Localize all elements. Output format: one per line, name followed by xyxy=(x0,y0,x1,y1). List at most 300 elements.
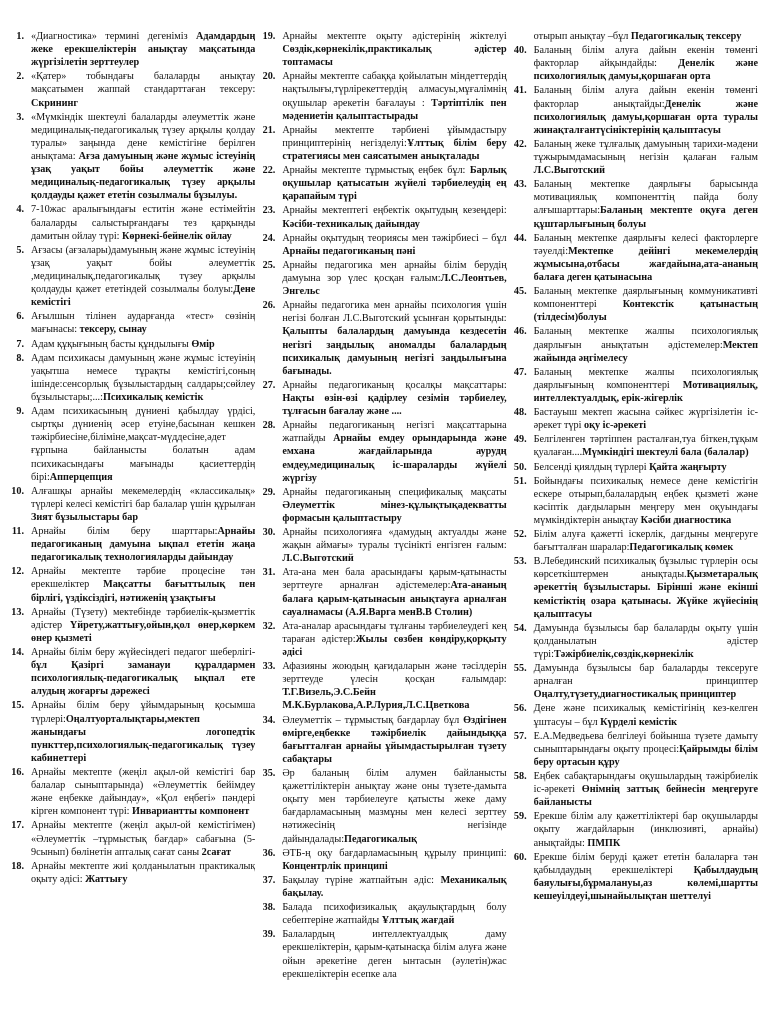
list-item xyxy=(8,485,255,524)
item-text xyxy=(534,662,758,701)
list-item xyxy=(259,259,506,298)
item-number: 43. xyxy=(513,179,527,191)
item-text xyxy=(282,204,506,230)
question-text: Арнайы мектепте сабаққа қойылатын міндеттердің нақтылығы,түрлірекеттердің алмасуы,мұғалімнің оқушылар әрекетін бағалауы : xyxy=(282,71,507,109)
item-number: 50. xyxy=(513,461,527,473)
item-text xyxy=(31,485,255,524)
answer-text: Өнімнің заттық бейнесін меңгеруге байланысты xyxy=(533,784,758,809)
question-text: Ағылшын тілінен аударғанда «тест» сөзінің мағынасы: xyxy=(31,311,256,336)
item-text xyxy=(534,770,758,809)
list-item xyxy=(259,299,506,378)
list-item xyxy=(511,285,758,324)
item-text xyxy=(31,525,255,564)
question-text: Белсенді қиялдың түрлері xyxy=(533,461,650,473)
item-number: 23. xyxy=(262,205,276,217)
item-text xyxy=(534,851,758,903)
answer-text: Өмір xyxy=(191,338,215,350)
item-text xyxy=(534,555,758,621)
item-text xyxy=(31,405,255,484)
item-text xyxy=(31,244,255,310)
answer-text: Педагогикалық xyxy=(344,833,418,845)
list-item xyxy=(511,366,758,405)
item-number: 1. xyxy=(16,31,24,42)
question-text: Адам құқығының басты құндылығы xyxy=(31,338,192,350)
list-item xyxy=(511,138,758,177)
item-number: 22. xyxy=(262,165,276,177)
item-number: 14. xyxy=(11,647,24,659)
list-item xyxy=(259,164,506,203)
question-text: Арнайы педагогика мен арнайы білім берудің дамуына зор үлес қосқан ғалым: xyxy=(282,259,507,284)
answer-text: Педагогикалық тексеру xyxy=(630,31,742,42)
list-item xyxy=(259,928,506,980)
question-list xyxy=(8,30,255,886)
list-item xyxy=(511,622,758,661)
item-text xyxy=(534,30,758,43)
list-item xyxy=(8,646,255,698)
item-text xyxy=(282,526,506,565)
item-text xyxy=(282,874,506,900)
answer-text: Жаттығу xyxy=(85,873,128,885)
item-number: 48. xyxy=(513,407,527,419)
answer-text: Ұлттық жағдай xyxy=(381,915,455,927)
answer-text: Дене кемістігі xyxy=(31,284,256,309)
question-text: Арнайы мектепте оқыту әдістерінің жіктелуі xyxy=(282,31,507,42)
item-number xyxy=(511,30,534,43)
list-item xyxy=(8,565,255,604)
item-text xyxy=(282,928,506,980)
question-text: Балада психофизикалық ақаулықтардың болу себептеріне жатпайды xyxy=(282,902,507,927)
item-text xyxy=(534,528,758,554)
item-text xyxy=(31,606,255,645)
item-text xyxy=(534,406,758,432)
question-text: Бақылау түріне жатпайтын әдіс: xyxy=(282,874,441,886)
question-text: Дамуында бұзылысы бар балаларды тексеруге арналған принциптер xyxy=(533,663,758,688)
item-text xyxy=(282,70,506,122)
question-text: Арнайы мектепте тұрмыстық еңбек бұл: xyxy=(282,165,470,177)
item-number: 34. xyxy=(262,714,276,726)
item-text xyxy=(282,299,506,378)
question-text: В.Лебединский психикалық бұзылыс түрлерін осы көрсеткіштермен анықтады. xyxy=(533,556,758,581)
answer-text: Мектепке дейінгі мекемелердің жұмысына,отбасы жағдайына,ата-ананың балаға деген қатынасына xyxy=(533,245,758,283)
list-item xyxy=(259,70,506,122)
item-text xyxy=(31,819,255,858)
item-number: 5. xyxy=(16,244,24,256)
question-text: Арнайы мектепте (жеңіл ақыл-ой кемістігі бар балалар сыныптарында) «Әлеуметтік бейімдеу және еңбекке дайындау», «Қол еңбегі» пәндері кірген компонент түрі: xyxy=(31,767,256,818)
answer-text: Оңалтуорталықтары,мектеп жанындағы логопедтік пункттер,психологиялық-педагогикалық түзеу кабинеттері xyxy=(31,713,256,764)
list-item xyxy=(259,204,506,230)
item-number: 24. xyxy=(262,232,276,244)
answer-text: бұл Қазіргі заманауи құралдармен психологиялық-педагогикалық ықпал ете алудың жоғарғы дәрежесі xyxy=(31,660,256,698)
question-text: Ата-аналар арасындағы тұлғаны тәрбиелеудегі кең тараған әдістер: xyxy=(282,620,507,645)
list-item xyxy=(511,475,758,527)
question-text: Ерекше білім алу қажеттіліктері бар оқушыларды оқыту жағдайларын (инклюзивті, арнайы) анықтайды: xyxy=(533,811,758,849)
item-text xyxy=(282,30,506,69)
item-number: 25. xyxy=(262,259,276,271)
answer-text: Баланың мектепте оқуға деген құштарлығының болуы xyxy=(533,205,758,230)
item-number: 29. xyxy=(262,486,276,498)
item-text xyxy=(282,164,506,203)
list-item xyxy=(259,419,506,485)
answer-text: Күрделі кемістік xyxy=(600,716,678,728)
answer-text: Психикалық кемістік xyxy=(102,391,204,403)
item-number: 8. xyxy=(16,352,24,364)
item-number: 20. xyxy=(262,71,276,83)
item-number: 44. xyxy=(513,232,527,244)
item-text xyxy=(534,730,758,769)
question-text: Баланың мектепке даярлығы келесі факторлерге тәуелді: xyxy=(533,232,758,257)
item-number: 31. xyxy=(262,567,276,579)
question-text: Арнайы оқытудың теориясы мен тәжірбиесі – бұл xyxy=(282,232,507,244)
item-number: 3. xyxy=(16,111,24,123)
item-number: 9. xyxy=(16,406,24,418)
answer-text: Мотивациялық, интеллектуалдық, ерік-жігерлік xyxy=(533,379,758,404)
question-text: Адам психикасы дамуының және жұмыс істеуінің уақытша немесе тұрақты кемістігі,соның ішінде:сенсорлық бұзылыстардың салдары;сөйлеу бұзылыстары;...: xyxy=(31,352,256,403)
question-text: Дамуында бұзылысы бар балаларды оқыту үшін қолданылатын әдістер түрі: xyxy=(533,622,758,661)
item-number: 27. xyxy=(262,379,276,391)
list-item xyxy=(259,660,506,712)
list-item xyxy=(8,310,255,336)
item-text xyxy=(282,232,506,258)
question-text: Әр баланың білім алумен байланысты қажеттіліктерін анықтау және оны түзете-дамыта оқыту мен тәрбиелеуге қатысты жеке даму бағдарламасының мазмұны мен келесі зерттеу нәтижесінің негізінде дайындалады: xyxy=(282,768,507,845)
answer-text: тексеру, сынау xyxy=(79,324,147,336)
answer-text: Скрининг xyxy=(31,97,78,109)
answer-text: Көрнекі-бейнелік ойлау xyxy=(122,230,232,242)
list-item xyxy=(259,847,506,873)
item-number: 11. xyxy=(11,526,24,538)
item-number: 7. xyxy=(16,338,24,350)
item-text xyxy=(282,124,506,163)
item-number: 26. xyxy=(262,300,276,312)
item-number: 54. xyxy=(513,622,527,634)
item-number: 15. xyxy=(11,700,24,712)
item-number: 47. xyxy=(513,366,527,378)
list-item xyxy=(259,767,506,846)
question-text: Бойындағы психикалық немесе дене кемістігін ескере отырып,балалардың еңбек қызметі және кәсіптік дағдыларын меңгеру мен оқуындағы мүмкіндіктерін анықтау xyxy=(533,475,758,526)
item-number: 45. xyxy=(513,286,527,298)
answer-text: Сөздік,көрнекілік,практикалық әдістер топтамасы xyxy=(282,44,507,69)
answer-text: Апперцепция xyxy=(49,471,113,483)
question-text: Арнайы білім беру жүйесіндегі педагог шеберлігі- xyxy=(31,647,256,659)
question-text: Бастауыш мектеп жасына сәйкес жүргізілетін іс-әрекет түрі xyxy=(533,407,758,432)
question-text: Баланың мектепке даярлығы барысында мотивациялық компоненттің пайда болу алғышарттары: xyxy=(533,179,758,217)
list-item xyxy=(259,901,506,927)
list-item xyxy=(511,325,758,364)
item-number: 21. xyxy=(262,124,276,136)
answer-text: Л.С.Выготский xyxy=(282,553,354,565)
list-item xyxy=(511,770,758,809)
item-text xyxy=(534,702,758,728)
question-text: «Мүмкіндік шектеулі балаларды әлеуметтік және медициналық-педагогикалық түзеу арқылы қолдау туралы» заңында дене кемістігіне берілген анықтама: xyxy=(31,111,256,162)
item-text xyxy=(282,620,506,659)
item-number: 17. xyxy=(11,820,24,832)
question-text: Арнайы білім беру шарттары: xyxy=(31,526,218,538)
question-text: Баланың мектепке даярлығының коммуникативті компоненттері xyxy=(533,286,758,311)
item-text xyxy=(282,901,506,927)
item-text xyxy=(31,30,255,69)
item-text xyxy=(534,325,758,364)
answer-text: Кәсіби-техникалық дайындау xyxy=(282,218,420,230)
list-item xyxy=(259,566,506,618)
list-item xyxy=(259,232,506,258)
item-text xyxy=(282,486,506,525)
question-text: Білім алуға қажетті іскерлік, дағдыны меңгеруге бағытталған шаралар: xyxy=(533,529,758,554)
list-item xyxy=(8,30,255,69)
item-text xyxy=(31,310,255,336)
answer-text: Қайрымды білім беру ортасын құру xyxy=(533,743,758,768)
item-text xyxy=(534,44,758,83)
list-item xyxy=(8,766,255,818)
list-item xyxy=(8,699,255,765)
item-number: 6. xyxy=(16,311,24,323)
question-text: Е.А.Медведьева белгілеуі бойынша түзете дамыту сыныптарындағы оқыту процесі: xyxy=(533,730,758,755)
item-number: 2. xyxy=(16,71,24,83)
list-item xyxy=(8,352,255,404)
item-text xyxy=(31,111,255,203)
question-text: Арнайы педагогиканың негізгі мақсаттарына жатпайды xyxy=(282,420,507,445)
answer-text: Зият бұзылыстары бар xyxy=(31,511,138,523)
item-text xyxy=(282,767,506,846)
answer-text: оқу іс-әрекеті xyxy=(584,420,647,432)
item-text xyxy=(31,646,255,698)
item-text xyxy=(534,366,758,405)
item-number: 46. xyxy=(513,326,527,338)
list-item xyxy=(8,405,255,484)
list-item xyxy=(8,860,255,886)
answer-text: Контекстік қатынастың (тілдесім)болуы xyxy=(533,299,758,324)
item-number: 49. xyxy=(513,434,527,446)
list-item xyxy=(259,526,506,565)
item-number: 19. xyxy=(262,31,276,42)
list-item xyxy=(259,124,506,163)
list-item xyxy=(8,70,255,109)
question-text: Арнайы психологияға «дамудың актуалды және жақын аймағы» туралы түсінікті енгізген ғалым: xyxy=(282,527,507,552)
item-number: 52. xyxy=(513,529,527,541)
answer-text: Қызметаралық әрекеттің бұзылыстары. Бірінші және екінші кемістіктің озара қатынасы. Жүйке жүйесінің қалыптасуы xyxy=(533,569,758,620)
list-item xyxy=(511,30,758,43)
list-item xyxy=(511,528,758,554)
answer-text: Әлеуметтік мінез-құлықтықадекватты формасын қалыптастыру xyxy=(282,499,507,524)
question-text: Еңбек сабақтарындағы оқушылардың тәжірбиелік іс-әрекеті xyxy=(533,771,758,796)
answer-text: Мақсатты бағыттылық пен бірлігі, үздіксіздігі, нәтиженің ұзақтығы xyxy=(31,579,256,604)
answer-text: Жылы сөзбен көндіру,қорқыту әдісі xyxy=(282,633,507,659)
list-item xyxy=(8,244,255,310)
item-text xyxy=(31,699,255,765)
list-item xyxy=(511,232,758,284)
item-number: 30. xyxy=(262,527,276,539)
question-text: ӘТБ-ң оқу бағдарламасының құрылу принципі: xyxy=(282,847,507,859)
item-text xyxy=(534,810,758,849)
item-number: 41. xyxy=(513,85,527,97)
answer-text: Инвариантты компонент xyxy=(132,806,250,818)
question-text: «Диагностика» термині дегеніміз xyxy=(31,31,197,42)
question-text: Арнайы мектептегі еңбектік оқытудың кезеңдері: xyxy=(282,205,507,217)
answer-text: Арнайы емдеу орындарында және емхана жағдайларында аурудң емдеу,медициналық іс-шараларды жүйелі жүргізу xyxy=(282,433,507,484)
item-text xyxy=(282,660,506,712)
list-item xyxy=(511,44,758,83)
list-item xyxy=(511,84,758,136)
answer-text: Тәртіптілік пен мәдениетін қалыптастырады xyxy=(282,97,507,122)
item-number: 38. xyxy=(262,902,276,914)
question-text: Арнайы педагогиканың спецификалық мақсаты xyxy=(282,486,507,498)
question-text: 7-10жас аралығындағы еститін және естімейтін балаларды салыстырғандағы тез қарқынды дамитын ойлау түрі: xyxy=(31,204,256,242)
answer-text: Оңалту,түзету,диагностикалық принциптер xyxy=(533,689,737,701)
list-item xyxy=(511,433,758,459)
answer-text: Ұлттық білім беру стратегиясы мен саясатымен анықталады xyxy=(282,137,507,162)
item-number: 57. xyxy=(513,730,527,742)
item-number: 39. xyxy=(262,929,276,941)
answer-text: ПМПК xyxy=(587,837,621,849)
answer-text: Арнайы педагогиканың дамуына ықпал ететін жаңа педагогикалық технологияларды дайындау xyxy=(31,526,256,564)
item-number: 13. xyxy=(11,606,24,618)
list-item xyxy=(511,406,758,432)
item-text xyxy=(282,259,506,298)
item-text xyxy=(534,285,758,324)
answer-text: Қалыпты балалардың дамуында кездесетін негізгі заңдылық аномалды балалардың психикалық дамуының негізгі заңдылығына бағынады. xyxy=(282,326,507,377)
question-text: Ағзасы (ағзалары)дамуының және жұмыс істеуінің ұзақ уақыт бойы әлеуметтік ,медициналық,педагогикалық түзеу арқылы қолдауды қажет ететіндей созылмалы болуы: xyxy=(31,244,256,296)
answer-text: Ата-ананың балаға қарым-қатынасын анықтауға арналған сауалнамасы (А.Я.Варга менВ.В Столин) xyxy=(282,580,507,618)
answer-text: Нақты өзін-өзі қадірлеу сезімін тәрбиелеу, тұлғасын бағалау және .... xyxy=(282,392,507,418)
question-text: Баланың білім алуға дайын екенін төменгі факторлар айқындайды: xyxy=(533,45,758,70)
item-number: 58. xyxy=(513,771,527,783)
question-text: Әлеуметтік – тұрмыстық бағдарлау бұл xyxy=(282,714,464,726)
item-text xyxy=(31,338,255,351)
question-text: Арнайы білім беру ұйымдарының қосымша түрлері: xyxy=(31,700,256,725)
list-item xyxy=(259,486,506,525)
item-text xyxy=(534,461,758,474)
list-item xyxy=(511,178,758,230)
answer-text: Механикалық бақылау. xyxy=(282,874,507,899)
question-text: Афазияны жоюдың қағидаларын және тәсілдерін зерттеуде үлесін қосқан ғалымдар: xyxy=(282,661,507,686)
question-text: Адам психикасының дүниені қабылдау үрдісі, сыртқы дүниенің әсер етуіне,басынан кешкен тәжірбиесіне,біліміне,мақсат-мүддесіне,әдет ғұрпына байланысты болатын адам психикасындағы мағынады қасиеттердің бірі: xyxy=(31,406,256,483)
item-number: 4. xyxy=(16,204,24,216)
answer-text: Т.Г.Визель,Э.С.Бейн М.К.Бурлакова,А.Р.Лурия,Л.С.Цветкова xyxy=(282,687,470,712)
list-item xyxy=(8,203,255,242)
item-text xyxy=(282,379,506,418)
question-text: Дене және психикалық кемістігінің кез-келген ұштасуы – бұл xyxy=(533,703,758,728)
item-number: 16. xyxy=(11,767,24,779)
question-text: Арнайы мектепте (жеңіл ақыл-ой кемістігімен) «Әлеуметтік –тұрмыстық бағдар» сабағына (5-9сынып) бөлінетін апталық сағат саны xyxy=(31,820,256,858)
list-item xyxy=(8,525,255,564)
list-item xyxy=(8,111,255,203)
question-text: Баланың жеке тұлғалық дамуының тарихи-мәдени тұжырымдамасының негізін қалаған ғалым xyxy=(533,138,758,163)
item-text xyxy=(534,475,758,527)
answer-text: Педагогикалық көмек xyxy=(629,542,734,554)
column-middle xyxy=(259,30,506,1020)
item-number: 53. xyxy=(513,556,527,568)
question-text: Баланың білім алуға дайын екенін төменгі факторлар анықтайды: xyxy=(533,85,758,110)
list-item xyxy=(511,555,758,621)
answer-text: Қайта жаңғырту xyxy=(649,461,727,473)
item-text xyxy=(534,433,758,459)
item-number: 60. xyxy=(513,851,527,863)
question-text: Арнайы (Түзету) мектебінде тәрбиелік-қызметтік әдістер xyxy=(31,606,256,631)
item-number: 28. xyxy=(262,420,276,432)
item-text xyxy=(534,232,758,284)
question-text: «Қатер» тобындағы балаларды анықтау мақсатымен жаппай стандарттаған тексеру: xyxy=(31,71,256,96)
answer-text: Концентрлік принципі xyxy=(282,860,388,872)
item-text xyxy=(31,203,255,242)
item-text xyxy=(31,70,255,109)
answer-text: Ағза дамуының және жұмыс істеуінің ұзақ уақыт бойы әлеуметтік және медициналық-педагогикалық түзеу арқылы қолдауды қажет ететін созылмалы бұзылуы. xyxy=(31,150,256,202)
question-text: Балалардың интеллектуалдық даму ерекшеліктерін, қарым-қатынасқа білім алуға және ойын әрекетіне деген ынтасын (әулетін)жас ерекшеліктерін есепке ала xyxy=(282,929,507,980)
item-number: 10. xyxy=(11,485,24,497)
item-text xyxy=(534,178,758,230)
item-text xyxy=(282,714,506,766)
question-text: Белгіленген тәртіппен расталған,туа біткен,тұқым қуалаған.... xyxy=(533,434,758,459)
answer-text: Денелік және психологиялық дамуы,қоршаған орта туралы жинақталғантүсініктерінің қалыптасуы xyxy=(533,98,758,136)
list-item xyxy=(8,606,255,645)
answer-text: Мүмкіндігі шектеулі бала (балалар) xyxy=(582,447,749,459)
item-text xyxy=(534,622,758,661)
answer-text: Адамдардың жеке ерекшеліктерін анықтау мақсатында жүргізілетін зерттеулер xyxy=(31,31,256,69)
answer-text: Қабылдаудың баяулығы,бұрмалануы,аз көлемі,шартты кешеуілдеуі,шынайылықтан шеттелуі xyxy=(533,864,758,902)
item-text xyxy=(282,847,506,873)
answer-text: Үйрету,жаттығу,ойын,қол өнер,көркем өнер қызметі xyxy=(31,619,256,644)
item-text xyxy=(31,860,255,886)
answer-text: Тәжірбиелік,сөздік,көрнекілік xyxy=(553,649,694,661)
question-list xyxy=(259,30,506,981)
list-item xyxy=(259,620,506,659)
answer-text: Денелік және психологиялық дамуы,қоршаған орта xyxy=(533,58,758,83)
question-text: Арнайы мектепте тәрбиені ұйымдастыру принциптерінің негізделуі: xyxy=(282,124,507,149)
list-item xyxy=(259,379,506,418)
item-number: 33. xyxy=(262,661,276,673)
item-text xyxy=(282,419,506,485)
item-text xyxy=(31,565,255,604)
answer-text: Мектеп жайында әңгімелесу xyxy=(533,339,758,364)
list-item xyxy=(8,338,255,351)
item-number: 59. xyxy=(513,811,527,823)
column-left xyxy=(8,30,255,1020)
question-text: отырып анықтау –бұл xyxy=(533,31,631,42)
item-number: 51. xyxy=(513,475,527,487)
list-item xyxy=(511,730,758,769)
item-number: 55. xyxy=(513,663,527,675)
list-item xyxy=(259,30,506,69)
answer-text: Арнайы педагогиканың пәні xyxy=(282,245,416,257)
question-text: Арнайы педагогика мен арнайы психология үшін негізі болған Л.С.Выготский ұсынған қорытынды: xyxy=(282,300,507,325)
item-number: 32. xyxy=(262,620,276,632)
question-text: Алғашқы арнайы мекемелердің «классикалық» түрлері келесі кемістігі бар балалар үшін құрылған xyxy=(31,485,256,510)
list-item xyxy=(511,702,758,728)
item-text xyxy=(31,352,255,404)
item-number: 37. xyxy=(262,874,276,886)
item-number: 18. xyxy=(11,860,24,872)
answer-text: Л.С.Выготский xyxy=(533,165,606,177)
item-number: 35. xyxy=(262,768,276,780)
list-item xyxy=(259,874,506,900)
answer-text: Өздігінен өмірге,еңбекке тәжірбиелік дайындыққа бағытталған арнайы ұйымдастырылған түзету сабақтары xyxy=(282,714,507,765)
item-number: 12. xyxy=(11,566,24,578)
item-number: 36. xyxy=(262,847,276,859)
question-list xyxy=(511,30,758,903)
question-text: Баланың мектепке жалпы психологиялық даярлығын анықтатын әдістемелер: xyxy=(533,326,758,351)
question-text: Ерекше білім беруді қажет ететін балаларға тән қабылдаудың ерекшеліктері xyxy=(533,851,758,876)
list-item xyxy=(511,662,758,701)
question-text: Баланың мектепке жалпы психологиялық даярлығының компоненттері xyxy=(533,366,758,391)
question-text: Арнайы мектепте жиі қолданылатын практикалық оқыту әдісі: xyxy=(31,860,256,885)
item-number: 42. xyxy=(513,138,527,150)
list-item xyxy=(511,851,758,903)
question-text: Ата-ана мен бала арасындағы қарым-қатынасты зерттеуге арналған әдістемелер: xyxy=(282,567,507,592)
column-right xyxy=(511,30,758,1020)
item-text xyxy=(31,766,255,818)
item-text xyxy=(534,138,758,177)
answer-text: Кәсіби диагностика xyxy=(640,514,732,526)
list-item xyxy=(511,461,758,474)
answer-text: Барлық оқушылар қатысатын жүйелі тәрбиелеудің ең қарапайым түрі xyxy=(282,165,507,203)
answer-text: Л.С.Леонтьев, Энгельс xyxy=(282,272,507,298)
